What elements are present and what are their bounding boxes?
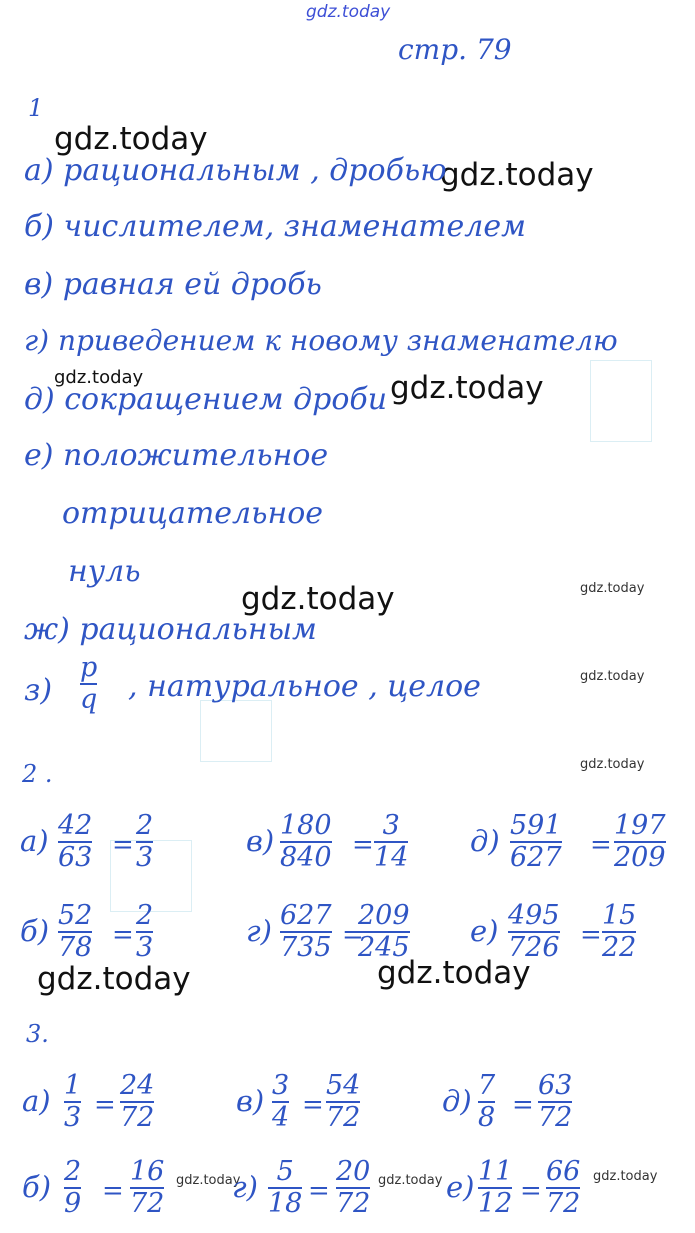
equals-sign: = [94,1090,116,1120]
ex3-label: е) [446,1170,475,1204]
watermark: gdz.today [54,367,144,388]
equals-sign: = [302,1090,324,1120]
denominator: 72 [336,1188,371,1220]
watermark: gdz.today [378,1173,443,1188]
denominator: 3 [136,932,154,964]
ex2-label: в) [246,824,275,858]
numerator: 16 [130,1156,165,1187]
ex1-answer-e2: отрицательное [62,496,324,531]
denominator: 9 [64,1188,82,1220]
watermark: gdz.today [37,961,191,997]
ex2-fraction [508,902,560,963]
ex2-label: е) [470,914,499,948]
ex2-fraction [510,812,562,873]
ex3-label: в) [236,1084,265,1118]
equals-sign: = [512,1090,534,1120]
ex2-label: г) [246,914,272,948]
denominator: 726 [508,932,560,964]
numerator: 209 [358,900,410,931]
grid-decoration [590,360,652,442]
ex3-fraction [336,1158,370,1219]
equals-sign: = [342,920,364,950]
watermark: gdz.today [176,1173,241,1188]
equals-sign: = [520,1176,542,1206]
ex3-label: б) [22,1170,52,1204]
numerator: 15 [602,900,637,931]
ex3-fraction [478,1158,512,1219]
ex2-fraction [602,902,636,963]
denominator: 245 [358,932,410,964]
watermark: gdz.today [440,157,594,193]
ex2-fraction [280,902,332,963]
numerator: 3 [272,1070,290,1101]
exercise-2-number: 2 . [22,760,53,788]
ex3-fraction [326,1072,360,1133]
ex3-label: г) [232,1170,258,1204]
ex2-fraction [374,812,408,873]
ex3-fraction [546,1158,580,1219]
numerator: 627 [280,900,332,931]
ex3-fraction [478,1072,495,1133]
ex3-fraction [64,1158,81,1219]
ex1-answer-b: б) числителем, знаменателем [24,209,526,244]
numerator: 66 [546,1156,581,1187]
ex3-label: а) [22,1084,51,1118]
watermark: gdz.today [593,1169,658,1184]
ex1-answer-e3: нуль [68,554,141,589]
numerator: 591 [510,810,562,841]
denominator: 78 [58,932,93,964]
page-reference: стр. 79 [398,33,512,66]
numerator: 7 [478,1070,496,1101]
ex2-fraction [136,812,153,873]
ex3-label: д) [442,1084,472,1118]
numerator: 2 [136,810,154,841]
numerator: 11 [478,1156,513,1187]
numerator: 54 [326,1070,361,1101]
denominator: 14 [374,842,409,874]
equals-sign: = [308,1176,330,1206]
ex2-fraction [58,902,92,963]
denominator: 63 [58,842,93,874]
equals-sign: = [580,920,602,950]
numerator: 42 [58,810,93,841]
equals-sign: = [590,830,612,860]
numerator: 63 [538,1070,573,1101]
denominator: 12 [478,1188,513,1220]
denominator: q [80,684,98,716]
denominator: 3 [136,842,154,874]
ex1-answer-z-text: , натуральное , целое [128,669,481,704]
ex2-fraction [358,902,410,963]
watermark: gdz.today [241,581,395,617]
ex2-label: а) [20,824,49,858]
numerator: 2 [64,1156,82,1187]
numerator: 24 [120,1070,155,1101]
denominator: 72 [130,1188,165,1220]
denominator: 8 [478,1102,496,1134]
ex1-answer-zh: ж) рациональным [24,612,317,647]
denominator: 4 [272,1102,290,1134]
ex1-answer-a: а) рациональным , дробью [24,153,447,188]
denominator: 72 [538,1102,573,1134]
exercise-3-number: 3. [26,1020,49,1048]
denominator: 3 [64,1102,82,1134]
numerator: 20 [336,1156,371,1187]
denominator: 627 [510,842,562,874]
ex1-answer-z-label: з) [24,673,53,708]
ex2-fraction [136,902,153,963]
numerator: 52 [58,900,93,931]
ex2-fraction [614,812,666,873]
watermark: gdz.today [390,370,544,406]
numerator: 180 [280,810,332,841]
ex1-answer-v: в) равная ей дробь [24,267,322,302]
watermark: gdz.today [54,121,208,157]
ex1-answer-e: е) положительное [24,438,329,473]
equals-sign: = [112,830,134,860]
ex2-label: д) [470,824,500,858]
ex1-answer-g: г) приведением к новому знаменателю [24,324,618,357]
denominator: 72 [326,1102,361,1134]
ex3-fraction [120,1072,154,1133]
ex3-fraction [64,1072,81,1133]
ex3-fraction [272,1072,289,1133]
ex3-fraction [538,1072,572,1133]
denominator: 840 [280,842,332,874]
denominator: 72 [120,1102,155,1134]
equals-sign: = [112,920,134,950]
denominator: 72 [546,1188,581,1220]
ex1-answer-d: д) сокращением дроби [24,382,388,417]
numerator: 1 [64,1070,82,1101]
numerator: p [80,652,98,683]
exercise-1-number: 1 [28,94,44,122]
ex3-fraction [130,1158,164,1219]
denominator: 209 [614,842,666,874]
denominator: 18 [268,1188,303,1220]
denominator: 22 [602,932,637,964]
ex2-fraction [280,812,332,873]
numerator: 5 [276,1156,294,1187]
numerator: 2 [136,900,154,931]
ex2-fraction [58,812,92,873]
watermark: gdz.today [377,955,531,991]
numerator: 3 [382,810,400,841]
equals-sign: = [102,1176,124,1206]
ex2-label: б) [20,914,50,948]
equals-sign: = [352,830,374,860]
watermark: gdz.today [580,757,645,772]
numerator: 495 [508,900,560,931]
numerator: 197 [614,810,666,841]
denominator: 735 [280,932,332,964]
watermark: gdz.today [580,581,645,596]
ex1-fraction-p-q [80,654,97,715]
ex3-fraction [268,1158,302,1219]
watermark-top: gdz.today [306,2,391,22]
grid-decoration [200,700,272,762]
watermark: gdz.today [580,669,645,684]
